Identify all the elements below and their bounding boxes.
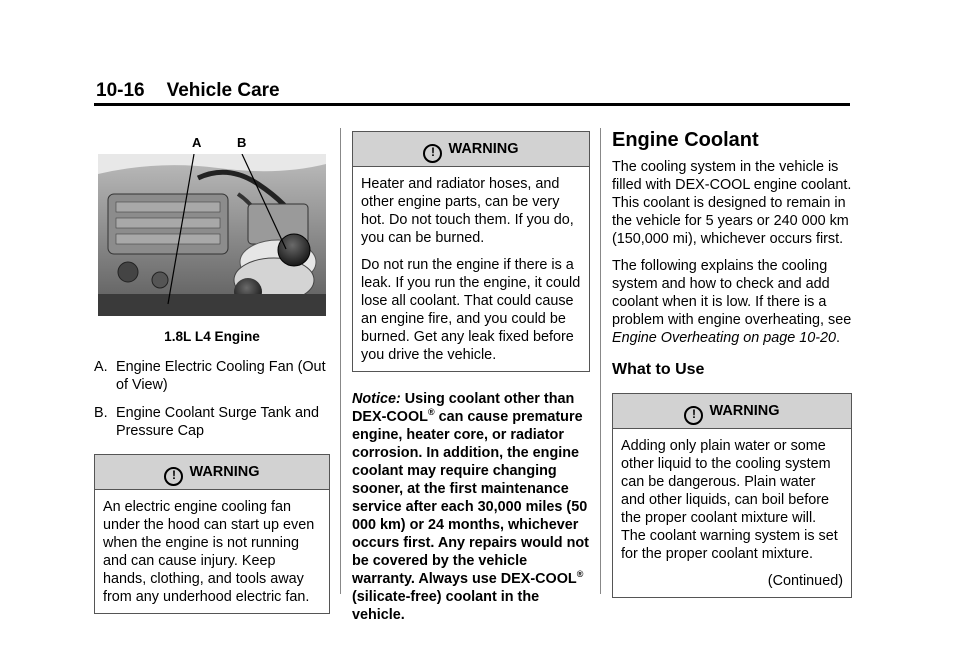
callout-list xyxy=(94,358,330,440)
list-item xyxy=(94,404,330,440)
warning-body xyxy=(353,167,589,371)
column-divider-2 xyxy=(600,128,601,594)
page-number: 10-16 xyxy=(96,80,145,101)
page-header xyxy=(96,80,280,102)
column-divider-1 xyxy=(340,128,341,594)
list-item-key: A. xyxy=(94,359,108,375)
warning-text: Heater and radiator hoses, and other engine parts, can be very hot. Do not touch them. If you do, you can be burned. xyxy=(361,176,574,246)
list-item xyxy=(94,358,330,394)
continued-note: (Continued) xyxy=(767,573,843,589)
warning-body xyxy=(613,429,851,597)
column-2 xyxy=(352,128,590,624)
warning-circle-icon: ! xyxy=(684,406,703,425)
warning-header xyxy=(95,455,329,490)
engine-figure xyxy=(94,128,330,324)
list-item-text: Engine Coolant Surge Tank and Pressure Cap xyxy=(116,405,319,439)
cross-reference-link[interactable]: Engine Overheating on page 10-20 xyxy=(612,330,837,346)
warning-title: WARNING xyxy=(709,403,780,419)
body-text: The following explains the cooling system and how to check and add coolant when it is low. If there is a problem with engine overheating, see xyxy=(612,258,852,328)
warning-text: Adding only plain water or some other liquid to the cooling system can be dangerous. Plain water and other liquids, can boil before the proper coolant mixture will. The coolant warning system is set for the proper coolant mixture. xyxy=(621,438,838,562)
warning-title: WARNING xyxy=(448,141,519,157)
warning-box-hot-parts xyxy=(352,131,590,372)
column-3 xyxy=(612,128,852,598)
section-heading: Engine Coolant xyxy=(612,129,759,151)
header-rule xyxy=(94,103,850,106)
warning-circle-icon: ! xyxy=(164,467,183,486)
subsection-heading: What to Use xyxy=(612,361,705,378)
registered-mark: ® xyxy=(427,407,435,418)
callout-label-a: A xyxy=(192,135,202,150)
list-item-key: B. xyxy=(94,405,108,421)
warning-body xyxy=(95,490,329,613)
body-text-end: . xyxy=(836,330,841,346)
section-title: Vehicle Care xyxy=(166,80,280,101)
body-paragraph xyxy=(612,257,852,347)
notice-text-1: Using coolant other than DEX-COOL xyxy=(352,391,575,425)
warning-title: WARNING xyxy=(189,464,260,480)
figure-caption: 1.8L L4 Engine xyxy=(164,329,260,344)
engine-compartment-image xyxy=(98,154,326,316)
list-item-text: Engine Electric Cooling Fan (Out of View) xyxy=(116,359,326,393)
body-paragraph: The cooling system in the vehicle is filled with DEX-COOL engine coolant. This coolant is designed to remain in the vehicle for 5 years or 240 000 km (150,000 mi), whichever occurs first. xyxy=(612,159,852,247)
notice-paragraph xyxy=(352,390,590,624)
callout-label-b: B xyxy=(237,135,247,150)
notice-text-2: can cause premature engine, heater core, or radiator corrosion. In addition, the engine coolant may require changing sooner, at the first maintenance service after each 30,000 miles (50 000 km) or 24 months, whichever occurs first. Any repairs would not be covered by the vehicle warranty. Always use DEX-COOL xyxy=(352,409,589,587)
warning-header xyxy=(613,394,851,429)
notice-text-3: (silicate-free) coolant in the vehicle. xyxy=(352,589,540,623)
notice-label: Notice: xyxy=(352,391,401,407)
warning-box-fan xyxy=(94,454,330,614)
warning-header xyxy=(353,132,589,167)
warning-circle-icon: ! xyxy=(423,144,442,163)
warning-text: An electric engine cooling fan under the hood can start up even when the engine is not running and can cause injury. Keep hands, clothing, and tools away from any underhood electric fan. xyxy=(103,499,315,605)
column-1 xyxy=(94,128,330,614)
warning-box-plain-water xyxy=(612,393,852,598)
registered-mark: ® xyxy=(576,569,584,580)
warning-text: Do not run the engine if there is a leak. If you run the engine, it could lose all coolant. That could cause an engine fire, and you could be burned. Get any leak fixed before you drive the vehicle. xyxy=(361,257,581,363)
